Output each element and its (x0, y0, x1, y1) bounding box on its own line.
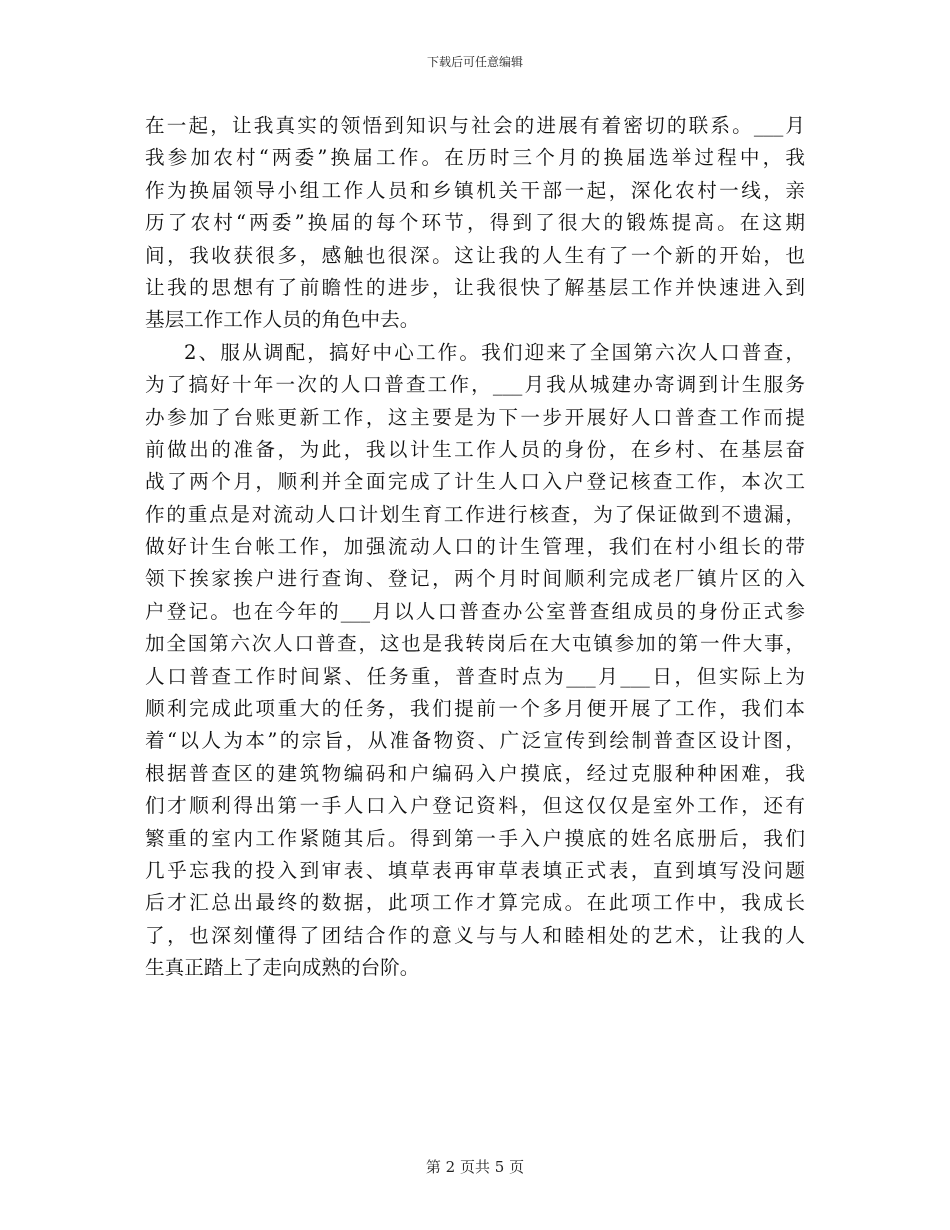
page-footer: 第 2 页共 5 页 (425, 1158, 525, 1176)
text-line: 户登记。也在今年的___月以人口普查办公室普查组成员的身份正式参 (145, 599, 805, 623)
text-line: 人口普查工作时间紧、任务重，普查时点为___月___日，但实际上为 (145, 664, 805, 688)
text-line: 生真正踏上了走向成熟的台阶。 (145, 956, 420, 980)
text-line: 基层工作工作人员的角色中去。 (145, 308, 420, 332)
text-line: 了，也深刻懂得了团结合作的意义与与人和睦相处的艺术，让我的人 (145, 923, 805, 947)
text-line: 作为换届领导小组工作人员和乡镇机关干部一起，深化农村一线，亲 (145, 178, 805, 202)
text-line: 我参加农村“两委”换届工作。在历时三个月的换届选举过程中，我 (145, 146, 805, 170)
text-line: 让我的思想有了前瞻性的进步，让我很快了解基层工作并快速进入到 (145, 275, 805, 299)
text-line: 在一起，让我真实的领悟到知识与社会的进展有着密切的联系。___月 (145, 114, 805, 137)
text-line: 根据普查区的建筑物编码和户编码入户摸底，经过克服种种困难，我 (145, 761, 805, 785)
text-line: 作的重点是对流动人口计划生育工作进行核查，为了保证做到不遗漏， (145, 502, 805, 526)
text-line: 历了农村“两委”换届的每个环节，得到了很大的锻炼提高。在这期 (145, 211, 805, 235)
page-header: 下载后可任意编辑 (426, 55, 523, 69)
text-line: 为了搞好十年一次的人口普查工作，___月我从城建办寄调到计生服务 (145, 373, 805, 397)
document-body (145, 110, 805, 985)
text-line: 办参加了台账更新工作，这主要是为下一步开展好人口普查工作而提 (145, 405, 805, 429)
text-line: 繁重的室内工作紧随其后。得到第一手入户摸底的姓名底册后，我们 (145, 826, 805, 850)
text-line: 顺利完成此项重大的任务，我们提前一个多月便开展了工作，我们本 (145, 697, 805, 721)
text-line: 领下挨家挨户进行查询、登记，两个月时间顺利完成老厂镇片区的入 (145, 567, 805, 591)
text-line: 着“以人为本”的宗旨，从准备物资、广泛宣传到绘制普查区设计图， (145, 729, 805, 753)
text-line: 加全国第六次人口普查，这也是我转岗后在大屯镇参加的第一件大事， (145, 632, 805, 656)
text-line: 战了两个月，顺利并全面完成了计生人口入户登记核查工作，本次工 (145, 470, 805, 494)
text-line: 做好计生台帐工作，加强流动人口的计生管理，我们在村小组长的带 (145, 535, 805, 559)
text-line: 前做出的准备，为此，我以计生工作人员的身份，在乡村、在基层奋 (145, 437, 805, 461)
text-line: 间，我收获很多，感触也很深。这让我的人生有了一个新的开始，也 (145, 243, 805, 267)
text-line: 后才汇总出最终的数据，此项工作才算完成。在此项工作中，我成长 (145, 891, 805, 915)
paragraph-start-line: 2、服从调配，搞好中心工作。我们迎来了全国第六次人口普查， (184, 340, 805, 364)
text-line: 几乎忘我的投入到审表、填草表再审草表填正式表，直到填写没问题 (145, 858, 805, 882)
text-line: 们才顺利得出第一手人口入户登记资料，但这仅仅是室外工作，还有 (145, 794, 805, 818)
